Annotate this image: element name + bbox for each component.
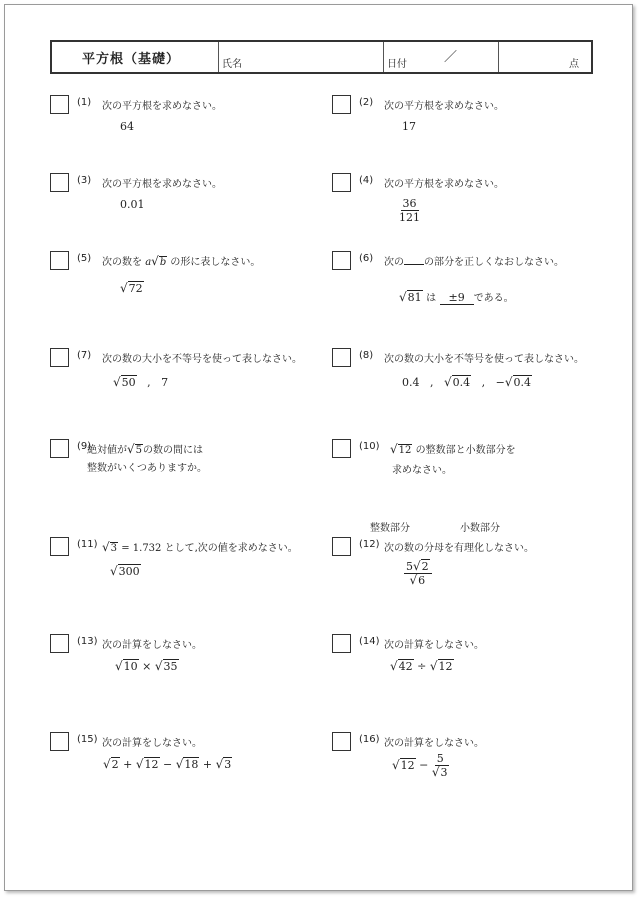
problem-number: (4) — [359, 175, 374, 186]
answer-checkbox[interactable] — [50, 732, 69, 751]
problem-expression: √72 — [120, 281, 143, 295]
answer-checkbox[interactable] — [50, 439, 69, 458]
problem-expression: √12 − $\frac{5}{√3}$ — [392, 752, 448, 779]
problem-instruction: 次の平方根を求めなさい。 — [384, 179, 504, 190]
worksheet-title: 平方根（基礎） — [82, 52, 181, 67]
denominator: 121 — [399, 211, 420, 224]
problem-expression: √2 + √12 − √18 + √3 — [103, 757, 232, 771]
answer-checkbox[interactable] — [332, 537, 351, 556]
problem-expression: $\frac{5√2}{√6}$ — [404, 560, 432, 587]
problem-instruction: 次の数の分母を有理化しなさい。 — [384, 543, 534, 554]
problem-expression — [399, 197, 420, 224]
problem-3 — [50, 173, 330, 253]
problem-expression: 0.01 — [120, 198, 145, 211]
problem-instruction: 次の平方根を求めなさい。 — [102, 179, 222, 190]
problem-instruction: 次の計算をしなさい。 — [384, 738, 484, 749]
answer-checkbox[interactable] — [332, 634, 351, 653]
title-cell — [52, 42, 218, 72]
problem-6 — [332, 251, 612, 331]
problem-16 — [332, 732, 612, 812]
problem-expression: √300 — [110, 564, 140, 578]
problem-instruction: 絶対値が√5の数の間には — [87, 442, 204, 456]
problem-expression: 17 — [402, 120, 416, 133]
date-cell[interactable] — [383, 42, 498, 72]
problem-number: (5) — [77, 253, 92, 264]
problem-instruction: 次の計算をしなさい。 — [384, 640, 484, 651]
problem-instruction: 次の の部分を正しくなおしなさい。 — [384, 257, 564, 268]
answer-checkbox[interactable] — [50, 348, 69, 367]
problem-number: (13) — [77, 636, 98, 647]
answer-checkbox[interactable] — [50, 173, 69, 192]
problem-number: (14) — [359, 636, 380, 647]
problem-expression: √50 , 7 — [113, 375, 169, 389]
problem-number: (6) — [359, 253, 374, 264]
underline-marker — [404, 255, 424, 265]
problem-instruction: 次の計算をしなさい。 — [102, 738, 202, 749]
problem-instruction-line2: 求めなさい。 — [392, 465, 452, 476]
name-label: 氏名 — [222, 59, 242, 70]
answer-checkbox[interactable] — [50, 634, 69, 653]
problem-instruction: √12 の整数部と小数部分を — [390, 442, 516, 456]
problem-instruction: 次の数を a√b の形に表しなさい。 — [102, 254, 261, 268]
problem-13 — [50, 634, 330, 714]
problem-14 — [332, 634, 612, 714]
problem-11 — [50, 537, 330, 617]
problem-number: (3) — [77, 175, 92, 186]
problem-expression: √81 は ±9 である。 — [399, 290, 514, 304]
problem-number: (11) — [77, 539, 98, 550]
decimal-part-label: 小数部分 — [460, 523, 500, 534]
problem-instruction: 次の計算をしなさい。 — [102, 640, 202, 651]
problem-instruction: 次の平方根を求めなさい。 — [384, 101, 504, 112]
problem-12 — [332, 537, 612, 617]
problem-number: (1) — [77, 97, 92, 108]
problem-instruction: √3 = 1.732 として,次の値を求めなさい。 — [102, 540, 298, 554]
answer-checkbox[interactable] — [50, 95, 69, 114]
problem-5 — [50, 251, 330, 331]
answer-checkbox[interactable] — [50, 537, 69, 556]
problem-instruction: 次の数の大小を不等号を使って表しなさい。 — [102, 354, 302, 365]
answer-checkbox[interactable] — [50, 251, 69, 270]
answer-checkbox[interactable] — [332, 439, 351, 458]
date-label: 日付 — [387, 59, 407, 70]
name-cell[interactable] — [218, 42, 383, 72]
score-cell[interactable] — [498, 42, 591, 72]
problem-instruction-line2: 整数がいくつありますか。 — [87, 463, 207, 474]
problem-9 — [50, 439, 330, 519]
date-slash: ／ — [444, 50, 458, 65]
problem-expression: √10 × √35 — [115, 659, 178, 673]
answer-checkbox[interactable] — [332, 251, 351, 270]
problem-7 — [50, 348, 330, 428]
problem-number: (10) — [359, 441, 380, 452]
score-label: 点 — [569, 59, 579, 70]
answer-checkbox[interactable] — [332, 732, 351, 751]
problem-number: (7) — [77, 350, 92, 361]
problem-expression: √42 ÷ √12 — [390, 659, 453, 673]
problem-15 — [50, 732, 330, 812]
problem-number: (15) — [77, 734, 98, 745]
problem-number: (12) — [359, 539, 380, 550]
answer-checkbox[interactable] — [332, 348, 351, 367]
problem-number: (8) — [359, 350, 374, 361]
fraction — [399, 197, 420, 224]
problem-instruction: 次の数の大小を不等号を使って表しなさい。 — [384, 354, 584, 365]
answer-checkbox[interactable] — [332, 95, 351, 114]
answer-checkbox[interactable] — [332, 173, 351, 192]
problem-4 — [332, 173, 612, 253]
problem-expression: 0.4 , √0.4 , −√0.4 — [402, 375, 532, 389]
problem-number: (16) — [359, 734, 380, 745]
problem-expression: 64 — [120, 120, 134, 133]
problem-number: (2) — [359, 97, 374, 108]
problem-instruction: 次の平方根を求めなさい。 — [102, 101, 222, 112]
problem-10 — [332, 439, 612, 534]
problem-number: (9) — [77, 441, 92, 452]
problem-2 — [332, 95, 612, 175]
integer-part-label: 整数部分 — [370, 523, 410, 534]
problem-1 — [50, 95, 330, 175]
numerator: 36 — [402, 197, 417, 210]
worksheet-header — [50, 40, 593, 74]
problem-8 — [332, 348, 612, 428]
